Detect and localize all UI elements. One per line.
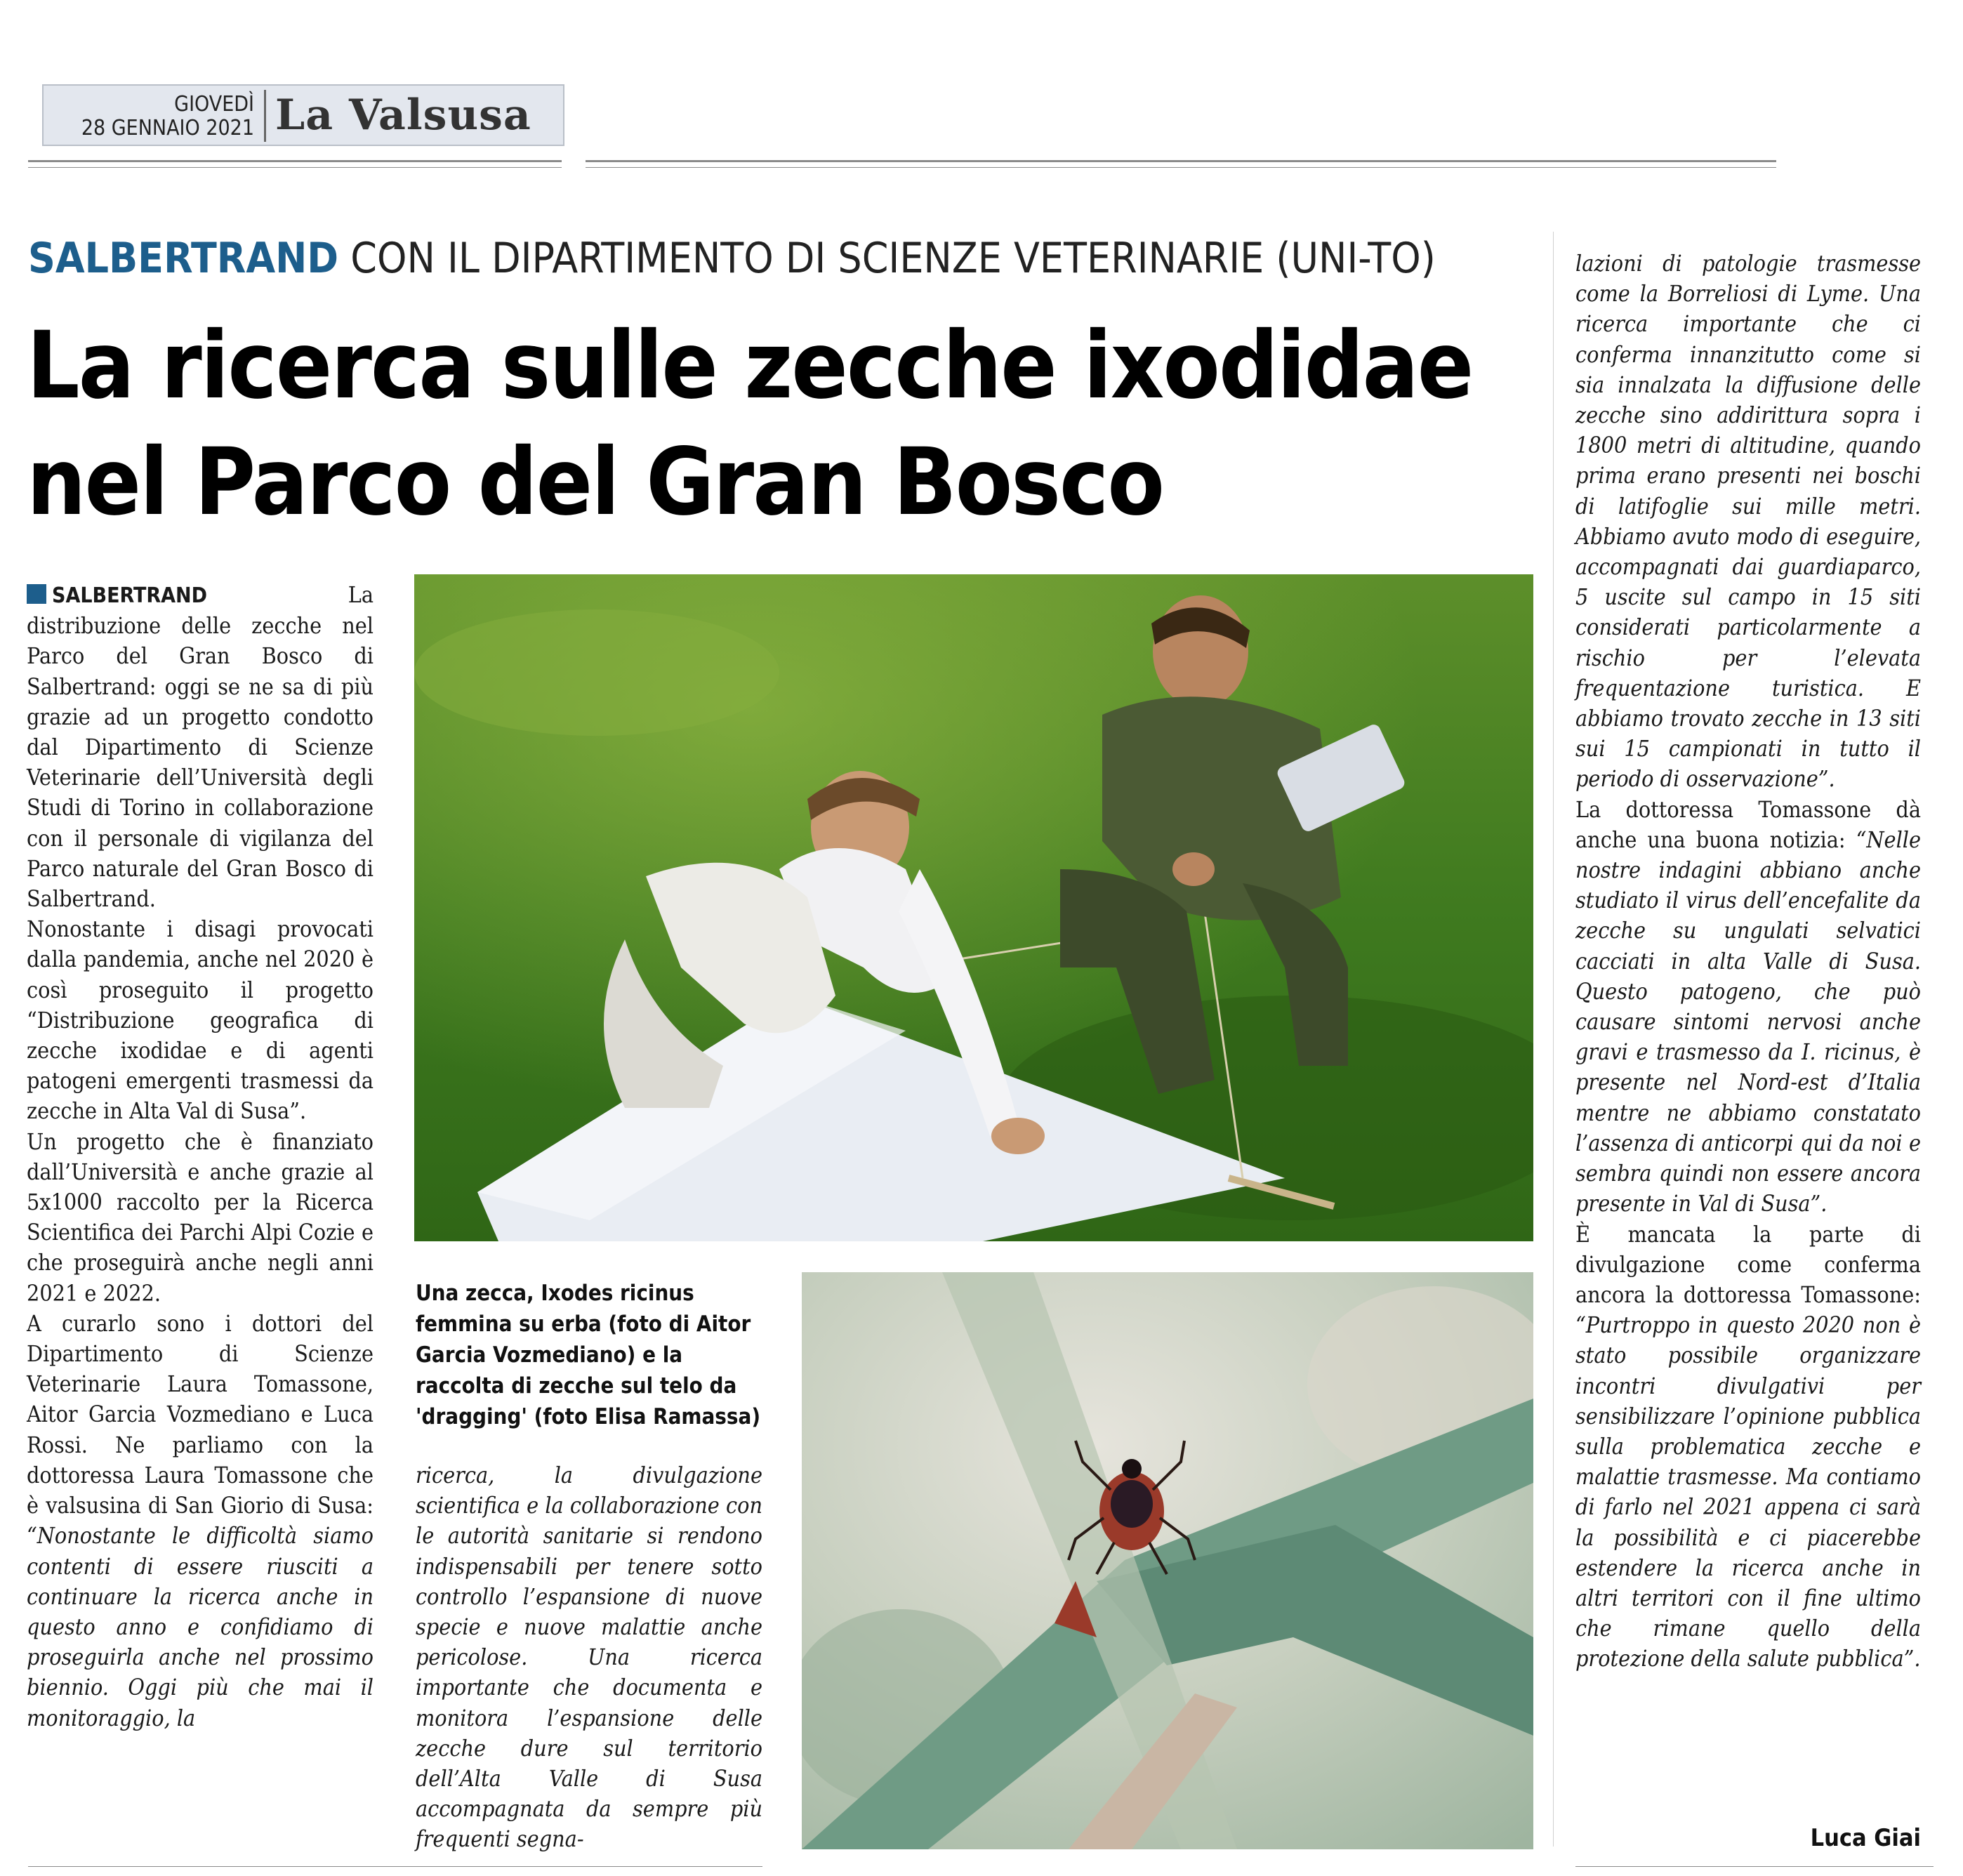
field-research-image: [414, 574, 1533, 1241]
masthead-full-date: 28 GENNAIO 2021: [81, 116, 254, 140]
paragraph: [1575, 1220, 1921, 1674]
top-rule-right: [586, 160, 1776, 162]
headline-line-2: nel Parco del Gran Bosco: [27, 428, 1163, 536]
newspaper-name: La Valsusa: [275, 91, 531, 140]
photo-tick: [802, 1272, 1533, 1849]
masthead-divider: [264, 90, 266, 142]
column-divider: [1553, 232, 1554, 1847]
paragraph: Nonostante i disagi provocati dalla pandemia, anche nel 2020 è così proseguito il progetto “Distribuzione geografica di zecche ixodidae e di agenti patogeni emergenti trasmessi da zecche in Alta Val di Susa”.: [27, 916, 374, 1125]
paragraph: [27, 580, 374, 914]
kicker-place: SALBERTRAND: [28, 234, 339, 283]
quote-text: “Nelle nostre indagini abbiano anche studiato il virus dell’encefalite da zecche su ungulati selvatici cacciati in alta Valle di Susa. Questo patogeno, che può causare sintomi nervosi anche gravi e trasmesso da I. ricinus, è presente nel Nord-est d’Italia mentre ne abbiamo constatato l’assenza di anticorpi qui da noi e sembra quindi non essere ancora presente in Val di Susa”.: [1575, 826, 1922, 1217]
bottom-rule-left: [28, 1866, 762, 1867]
paragraph-text: La distribuzione delle zecche nel Parco del Gran Bosco di Salbertrand: oggi se ne sa di più grazie ad un progetto condotto dal Dipartimento di Scienze Veterinarie dell’Università degli Studi di Torino in collaborazione con il personale di vigilanza del Parco naturale del Gran Bosco di Salbertrand.: [27, 581, 374, 913]
photo-caption: Una zecca, Ixodes ricinus femmina su erba (foto di Aitor Garcia Vozmediano) e la raccolta di zecche sul telo da 'dragging' (foto Elisa Ramassa): [416, 1281, 761, 1429]
photo-field-research: [414, 574, 1533, 1241]
section-square-icon: [27, 584, 46, 604]
paragraph: lazioni di patologie trasmesse come la Borreliosi di Lyme. Una ricerca importante che ci conferma innanzitutto come si sia innalzata la diffusione delle zecche sino addirittura sopra i 1800 metri di altitudine, quando prima erano presenti nei boschi di latifoglie sui mille metri. Abbiamo avuto modo di eseguire, accompagnati dai guardiaparco, 5 uscite sul campo in 15 siti considerati particolarmente a rischio per l’elevata frequentazione turistica. E abbiamo trovato zecche in 13 siti sui 15 campionati in tutto il periodo di osservazione”.: [1575, 250, 1921, 793]
masthead-day: GIOVEDÌ: [174, 92, 254, 117]
bottom-rule-right: [1575, 1866, 1934, 1867]
paragraph-text: La dottoressa Tomassone dà anche una buona notizia:: [1575, 795, 1921, 853]
kicker-text: CON IL DIPARTIMENTO DI SCIENZE VETERINARIE (UNI-TO): [350, 234, 1436, 283]
paragraph: [1575, 795, 1921, 1220]
kicker: [28, 232, 1436, 285]
headline-line-1: La ricerca sulle zecche ixodidae: [27, 312, 1473, 420]
top-rule-left-thin: [28, 167, 562, 168]
lead-tag: SALBERTRAND: [52, 583, 208, 608]
article-column-1: [27, 580, 374, 1733]
top-rule-right-thin: [586, 167, 1776, 168]
paragraph: ricerca, la divulgazione scientifica e la collaborazione con le autorità sanitarie si rendono indispensabili per tenere sotto controllo l’espansione di nuove specie e nuove malattie anche pericolose. Una ricerca importante che documenta e monitora l’espansione delle zecche dure sul territorio dell’Alta Valle di Susa accompagnata da sempre più frequenti segna-: [416, 1462, 762, 1853]
quote-text: “Nonostante le difficoltà siamo contenti di essere riusciti a continuare la ricerca anche in questo anno e confidiamo di proseguirla anche nel prossimo biennio. Oggi più che mai il monitoraggio, la: [27, 1522, 374, 1731]
top-rule-left: [28, 160, 562, 162]
article-column-3: [1575, 249, 1921, 1674]
paragraph-text: A curarlo sono i dottori del Dipartimento di Scienze Veterinarie Laura Tomassone, Aitor Garcia Vozmediano e Luca Rossi. Ne parliamo con la dottoressa Laura Tomassone che è valsusina di San Giorio di Susa:: [27, 1309, 374, 1519]
article-column-2: [416, 1460, 762, 1855]
author-signature: Luca Giai: [1810, 1824, 1921, 1852]
paragraph-text: È mancata la parte di divulgazione come conferma ancora la dottoressa Tomassone:: [1575, 1220, 1921, 1308]
headline: [27, 308, 1557, 541]
masthead-date: [44, 93, 254, 140]
paragraph: [27, 1309, 374, 1733]
paragraph: Un progetto che è finanziato dall’Università e anche grazie al 5x1000 raccolto per la Ricerca Scientifica dei Parchi Alpi Cozie e che proseguirà anche negli anni 2021 e 2022.: [27, 1128, 374, 1307]
tick-image: [802, 1272, 1533, 1849]
masthead: [42, 84, 564, 146]
quote-text: “Purtroppo in questo 2020 non è stato possibile organizzare incontri divulgativi per sensibilizzare l’opinione pubblica sulla problematica zecche e malattie trasmesse. Ma contiamo di farlo nel 2021 appena ci sarà la possibilità e ci piacerebbe estendere la ricerca anche in altri territori con il fine ultimo che rimane quello della protezione della salute pubblica”.: [1575, 1312, 1921, 1672]
